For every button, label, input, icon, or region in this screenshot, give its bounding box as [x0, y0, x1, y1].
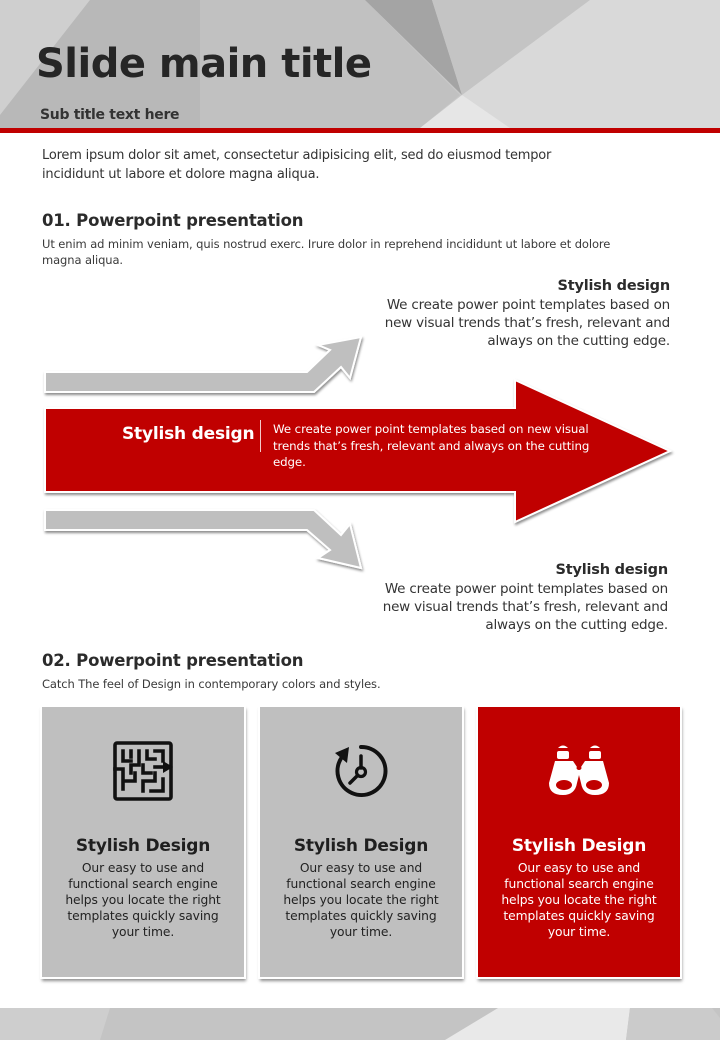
page-title: Slide main title: [36, 41, 372, 87]
card-title: Stylish Design: [511, 836, 647, 856]
card-title: Stylish Design: [75, 836, 211, 856]
section-1-description: Ut enim ad minim veniam, quis nostrud exerc. Irure dolor in reprehend incididunt ut labore et dolore magna aliqua.: [42, 237, 611, 267]
clock-rotate-icon: [260, 739, 462, 803]
page-subtitle: Sub title text here: [40, 107, 180, 123]
section-2-description: Catch The feel of Design in contemporary colors and styles.: [42, 677, 381, 691]
card-text: Our easy to use and functional search engine helps you locate the right templates quickly saving your time.: [65, 861, 221, 939]
card-text: Our easy to use and functional search engine helps you locate the right templates quickly saving your time.: [283, 861, 439, 939]
bottom-callout: [368, 560, 668, 634]
binoculars-icon: [478, 739, 680, 803]
top-callout-title: Stylish design: [557, 278, 670, 294]
top-callout-text: We create power point templates based on new visual trends that’s fresh, relevant and always on the cutting edge.: [384, 297, 670, 349]
feature-card: [42, 707, 244, 977]
card-title: Stylish Design: [293, 836, 429, 856]
footer-banner: [0, 1008, 720, 1040]
feature-card-highlighted: [478, 707, 680, 977]
upper-gray-arrow: [45, 337, 361, 392]
header-accent-line: [0, 128, 720, 133]
intro-paragraph: Lorem ipsum dolor sit amet, consectetur adipisicing elit, sed do eiusmod tempor incididunt ut labore et dolore magna aliqua.: [42, 148, 552, 182]
header-banner: [0, 0, 720, 128]
bottom-callout-text: We create power point templates based on new visual trends that’s fresh, relevant and always on the cutting edge.: [382, 581, 668, 633]
card-text: Our easy to use and functional search engine helps you locate the right templates quickly saving your time.: [501, 861, 657, 939]
center-arrow-text: We create power point templates based on new visual trends that’s fresh, relevant and always on the cutting edge.: [273, 422, 590, 469]
section-2-title: 02. Powerpoint presentation: [42, 651, 304, 670]
maze-icon: [42, 739, 244, 803]
center-arrow-divider: [260, 420, 261, 452]
feature-card: [260, 707, 462, 977]
center-arrow-title: Stylish design: [122, 424, 255, 444]
footer-polygon-background: [0, 1008, 720, 1040]
section-1-title: 01. Powerpoint presentation: [42, 211, 304, 230]
lower-gray-arrow: [45, 510, 361, 568]
bottom-callout-title: Stylish design: [555, 562, 668, 578]
